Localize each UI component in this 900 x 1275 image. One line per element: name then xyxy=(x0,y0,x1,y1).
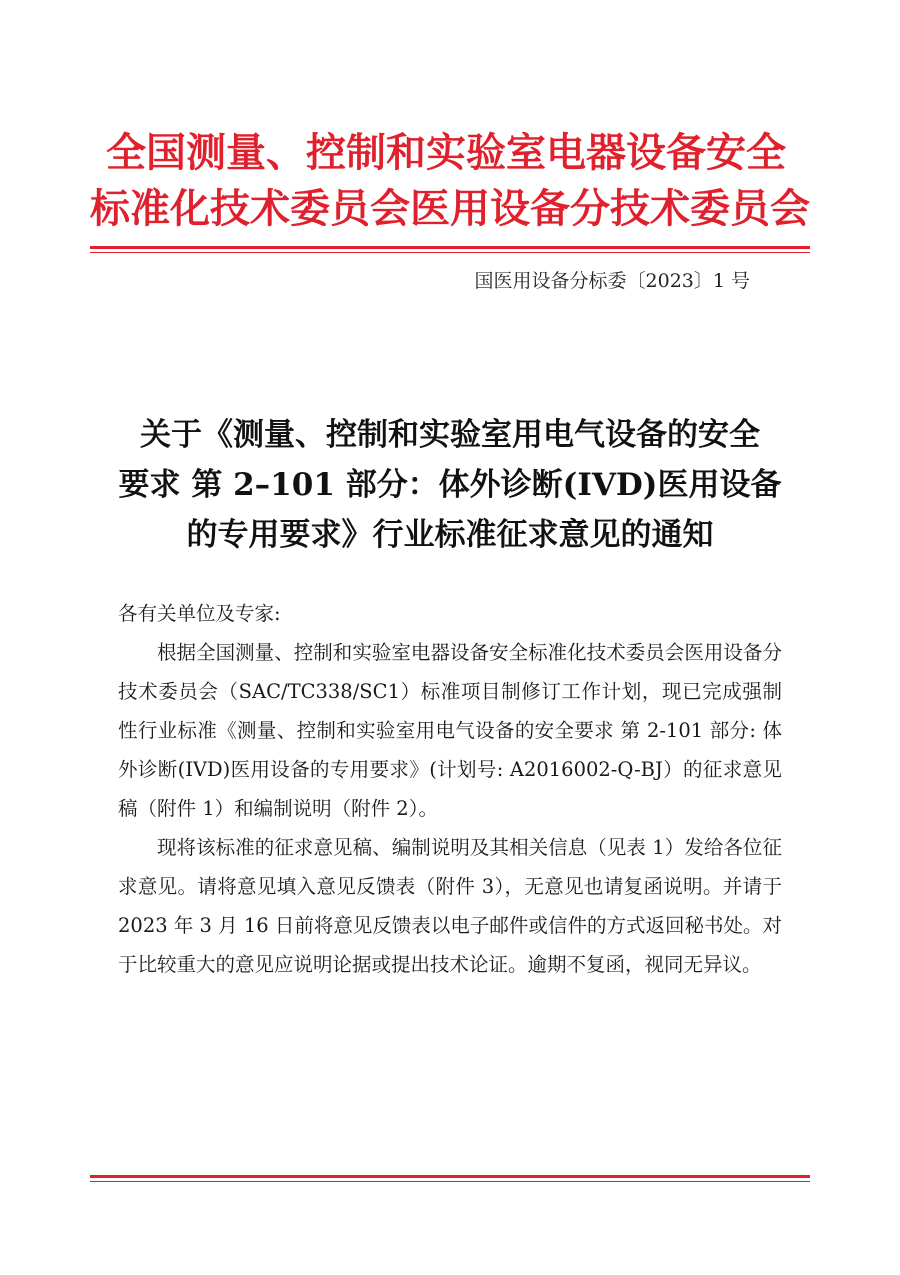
letterhead-line-1: 全国测量、控制和实验室电器设备安全 xyxy=(106,129,786,176)
letterhead xyxy=(0,125,900,237)
document-body xyxy=(118,594,782,984)
paragraph-1: 根据全国测量、控制和实验室电器设备安全标准化技术委员会医用设备分技术委员会（SAC/TC338/SC1）标准项目制修订工作计划，现已完成强制性行业标准《测量、控制和实验室用电气设备的安全要求 第 2-101 部分: 体外诊断(IVD)医用设备的专用要求》(计划号: A2016002-Q-BJ）的征求意见稿（附件 1）和编制说明（附件 2）。 xyxy=(118,641,782,820)
salutation: 各有关单位及专家: xyxy=(118,602,281,625)
title-line-1: 关于《测量、控制和实验室用电气设备的安全 xyxy=(140,417,760,453)
bottom-red-divider xyxy=(90,1175,810,1182)
top-red-divider xyxy=(90,246,810,253)
document-number: 国医用设备分标委〔2023〕1 号 xyxy=(474,270,750,292)
document-title xyxy=(0,410,900,560)
title-line-3: 的专用要求》行业标准征求意见的通知 xyxy=(186,517,714,553)
paragraph-2: 现将该标准的征求意见稿、编制说明及其相关信息（见表 1）发给各位征求意见。请将意见填入意见反馈表（附件 3），无意见也请复函说明。并请于 2023 年 3 月 16 日前将意见反馈表以电子邮件或信件的方式返回秘书处。对于比较重大的意见应说明论据或提出技术论证。逾期不复函，视同无异议。 xyxy=(118,836,782,976)
title-line-2: 要求 第 2–101 部分：体外诊断(IVD)医用设备 xyxy=(118,467,782,503)
letterhead-line-2: 标准化技术委员会医用设备分技术委员会 xyxy=(90,185,810,232)
